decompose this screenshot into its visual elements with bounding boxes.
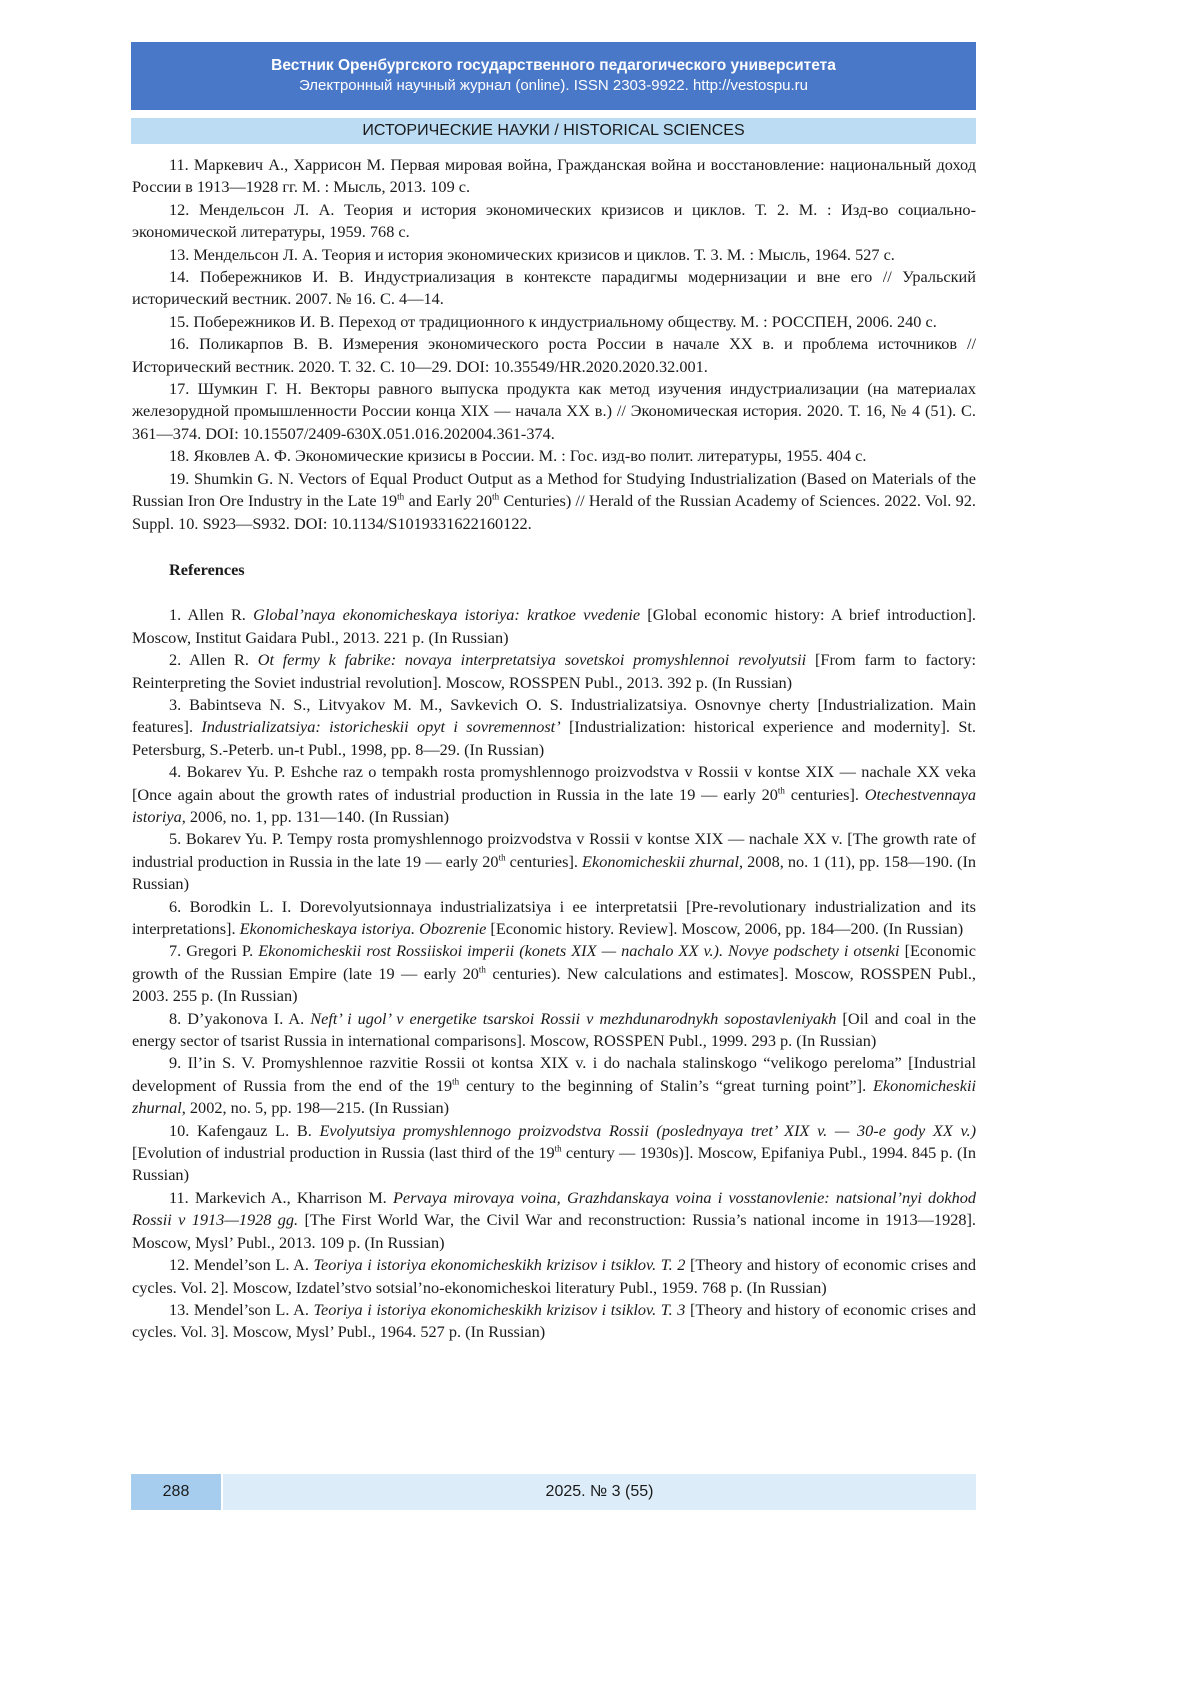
- entry-text: 2. Allen R.: [169, 650, 258, 670]
- entry-text: [Economic growth of the Russian Empire (late 19 — early 20: [132, 941, 976, 983]
- entry-text: 16. Поликарпов В. В. Измерения экономического роста России в начале XX в. и проблема источников // Исторический вестник. 2020. Т. 32. С. 10—29. DOI: 10.35549/HR.2020.2020.32.001.: [132, 334, 976, 376]
- entry-text: 11. Маркевич А., Харрисон М. Первая мировая война, Гражданская война и восстановление: национальный доход России в 1913—1928 гг. М. : Мысль, 2013. 109 с.: [132, 155, 976, 197]
- issue-label: 2025. № 3 (55): [223, 1474, 976, 1510]
- entry-text: 8. D’yakonova I. A.: [169, 1008, 311, 1028]
- entry-text: [Global economic history: A brief introduction]. Moscow, Institut Gaidara Publ., 2013. 221 p. (In Russian): [132, 605, 977, 647]
- references-heading: References: [169, 559, 245, 579]
- reference-entry: [132, 694, 976, 761]
- entry-text: 12. Mendel’son L. A.: [169, 1255, 314, 1275]
- superscript: th: [492, 491, 500, 502]
- entry-text: [Evolution of industrial production in Russia (last third of the 19: [132, 1143, 555, 1163]
- entry-text: century to the beginning of Stalin’s “great turning point”].: [459, 1075, 873, 1095]
- section-title: ИСТОРИЧЕСКИЕ НАУКИ / HISTORICAL SCIENCES: [131, 118, 976, 144]
- reference-entry: [132, 1299, 976, 1344]
- reference-entry: [132, 649, 976, 694]
- superscript: th: [554, 1143, 562, 1154]
- italic-title: Global’naya ekonomicheskaya istoriya: kratkoe vvedenie: [253, 605, 641, 625]
- entry-text: 1. Allen R.: [169, 605, 254, 625]
- italic-title: Otechestvennaya istoriya: [132, 784, 976, 826]
- entry-text: 4. Bokarev Yu. P. Eshche raz o tempakh rosta promyshlennogo proizvodstva v Rossii v kontse XIX — nachale XX veka [Once again about the growth rates of industrial production in Russia in the late 19 — early 20: [132, 762, 976, 804]
- entry-text: 7. Gregori P.: [169, 941, 259, 961]
- italic-title: Neft’ i ugol’ v energetike tsarskoi Rossii v mezhdunarodnykh sopostavleniyakh: [310, 1008, 837, 1028]
- entry-text: 12. Мендельсон Л. А. Теория и история экономических кризисов и циклов. Т. 2. М. : Изд-во социально-экономической литературы, 1959. 768 с.: [132, 199, 976, 242]
- entry-text: [The First World War, the Civil War and reconstruction: Russia’s national income in 1913—1928]. Moscow, Mysl’ Publ., 2013. 109 p. (In Russian): [132, 1210, 976, 1252]
- bibliography-entry: [132, 311, 976, 333]
- entry-text: 5. Bokarev Yu. P. Tempy rosta promyshlennogo proizvodstva v Rossii v kontse XIX — nachale XX v. [The growth rate of industrial production in Russia in the late 19 — early 20: [132, 829, 976, 871]
- entry-text: centuries].: [505, 851, 583, 871]
- journal-subtitle: Электронный научный журнал (online). ISSN 2303-9922. http://vestospu.ru: [298, 77, 809, 94]
- italic-title: Ekonomicheskii zhurnal: [132, 1075, 977, 1118]
- bibliography-entry: [132, 445, 976, 467]
- entry-text: [Theory and history of economic crises and cycles. Vol. 2]. Moscow, Izdatel’stvo sotsial’no-ekonomicheskoi literatury Publ., 1959. 768 p. (In Russian): [132, 1255, 977, 1297]
- entry-text: 17. Шумкин Г. Н. Векторы равного выпуска продукта как метод изучения индустриализации (на материалах железорудной промышленности России конца XIX — начала XX в.) // Экономическая история. 2020. Т. 16, № 4 (51). С. 361—374. DOI: 10.15507/2409-630X.051.016.202004.361-374.: [132, 379, 976, 443]
- entry-text: Centuries) // Herald of the Russian Academy of Sciences. 2022. Vol. 92. Suppl. 10. S923—S932. DOI: 10.1134/S1019331622160122.: [132, 491, 976, 533]
- entry-text: , 2002, no. 5, pp. 198—215. (In Russian): [181, 1098, 450, 1118]
- superscript: th: [397, 491, 405, 502]
- bibliography-entry: [132, 266, 976, 311]
- reference-entry: [132, 1008, 976, 1053]
- reference-entry: [132, 940, 976, 1007]
- reference-entry: [132, 604, 976, 649]
- entry-text: 13. Мендельсон Л. А. Теория и история экономических кризисов и циклов. Т. 3. М. : Мысль, 1964. 527 с.: [169, 244, 895, 264]
- bibliography-entry: [132, 378, 976, 445]
- reference-entry: [132, 1187, 976, 1254]
- bibliography-entry: [132, 333, 976, 378]
- italic-title: Industrializatsiya: istoricheskii opyt i sovremennost’: [201, 717, 561, 737]
- reference-entry: [132, 761, 976, 828]
- entry-text: centuries). New calculations and estimates]. Moscow, ROSSPEN Publ., 2003. 255 p. (In Russian): [132, 963, 977, 1006]
- entry-text: 10. Kafengauz L. B.: [169, 1120, 320, 1140]
- entry-text: 11. Markevich A., Kharrison M.: [169, 1187, 393, 1207]
- superscript: th: [452, 1076, 460, 1087]
- entry-text: 18. Яковлев А. Ф. Экономические кризисы в России. М. : Гос. изд-во полит. литературы, 1955. 404 с.: [169, 446, 867, 466]
- entry-text: [Economic history. Review]. Moscow, 2006, pp. 184—200. (In Russian): [486, 919, 964, 938]
- entry-text: and Early 20: [404, 491, 493, 511]
- entry-text: [Theory and history of economic crises and cycles. Vol. 3]. Moscow, Mysl’ Publ., 1964. 527 p. (In Russian): [132, 1299, 977, 1342]
- reference-entry: [132, 1254, 976, 1299]
- entry-text: 14. Побережников И. В. Индустриализация в контексте парадигмы модернизации и вне его // Уральский исторический вестник. 2007. № 16. С. 4—14.: [132, 267, 976, 309]
- italic-title: Ekonomicheskii rost Rossiiskoi imperii (konets XIX — nachalo XX v.). Novye podschety i otsenki: [258, 941, 900, 961]
- italic-title: Pervaya mirovaya voina, Grazhdanskaya voina i vosstanovlenie: natsional’nyi dokhod Rossii v 1913—1928 gg.: [132, 1187, 976, 1230]
- reference-entry: [132, 828, 976, 895]
- entry-text: 9. Il’in S. V. Promyshlennoe razvitie Rossii ot kontsa XIX v. i do nachala stalinskogo “velikogo pereloma” [Industrial development of Russia from the end of the 19: [132, 1053, 976, 1095]
- italic-title: Teoriya i istoriya ekonomicheskikh krizisov i tsiklov. T. 2: [313, 1255, 686, 1275]
- bibliography-entry: [132, 199, 976, 244]
- entry-text: , 2006, no. 1, pp. 131—140. (In Russian): [181, 806, 450, 826]
- bibliography-entry: [132, 154, 976, 199]
- page-number: 288: [131, 1474, 221, 1510]
- superscript: th: [777, 785, 785, 796]
- entry-text: [From farm to factory: Reinterpreting the Soviet industrial revolution]. Moscow, ROSSPEN Publ., 2013. 392 p. (In Russian): [132, 650, 977, 692]
- page-body: [132, 154, 976, 1344]
- entry-text: 13. Mendel’son L. A.: [169, 1299, 314, 1319]
- references-list: [132, 604, 976, 1343]
- italic-title: Evolyutsiya promyshlennogo proizvodstva Rossii (poslednyaya tret’ XIX v. — 30-e gody XX v.): [319, 1120, 976, 1140]
- entry-text: 19. Shumkin G. N. Vectors of Equal Product Output as a Method for Studying Industrialization (Based on Materials of the Russian Iron Ore Industry in the Late 19: [132, 468, 976, 511]
- entry-text: 15. Побережников И. В. Переход от традиционного к индустриальному обществу. М. : РОССПЕН, 2006. 240 с.: [169, 311, 937, 331]
- entry-text: [Industrialization: historical experience and modernity]. St. Petersburg, S.-Peterb. un-t Publ., 1998, pp. 8—29. (In Russian): [132, 717, 976, 759]
- entry-text: 6. Borodkin L. I. Dorevolyutsionnaya industrializatsiya i ee interpretatsii [Pre-revolutionary industrialization and its interpretations].: [132, 896, 976, 938]
- reference-entry: [132, 1120, 976, 1187]
- entry-text: century — 1930s)]. Moscow, Epifaniya Publ., 1994. 845 p. (In Russian): [132, 1143, 976, 1185]
- entry-text: centuries].: [784, 784, 865, 804]
- italic-title: Ekonomicheskii zhurnal: [582, 851, 739, 871]
- bibliography-entry: [132, 244, 976, 266]
- reference-entry: [132, 1052, 976, 1119]
- bibliography-entry: [132, 468, 976, 535]
- italic-title: Ekonomicheskaya istoriya. Obozrenie: [239, 919, 487, 938]
- superscript: th: [498, 852, 506, 863]
- reference-entry: [132, 896, 976, 941]
- italic-title: Ot fermy k fabrike: novaya interpretatsiya sovetskoi promyshlennoi revolyutsii: [257, 650, 807, 670]
- italic-title: Teoriya i istoriya ekonomicheskikh krizisov i tsiklov. T. 3: [313, 1299, 686, 1319]
- entry-text: 3. Babintseva N. S., Litvyakov M. M., Savkevich O. S. Industrializatsiya. Osnovnye cherty [Industrialization. Main features].: [132, 694, 976, 737]
- entry-text: , 2008, no. 1 (11), pp. 158—190. (In Russian): [132, 851, 977, 894]
- bibliography-list: [132, 154, 976, 535]
- entry-text: [Oil and coal in the energy sector of tsarist Russia in international comparisons]. Moscow, ROSSPEN Publ., 1999. 293 p. (In Russian): [132, 1008, 976, 1051]
- journal-header: [131, 42, 976, 110]
- journal-title: Вестник Оренбургского государственного педагогического университета: [271, 57, 836, 74]
- superscript: th: [478, 964, 486, 975]
